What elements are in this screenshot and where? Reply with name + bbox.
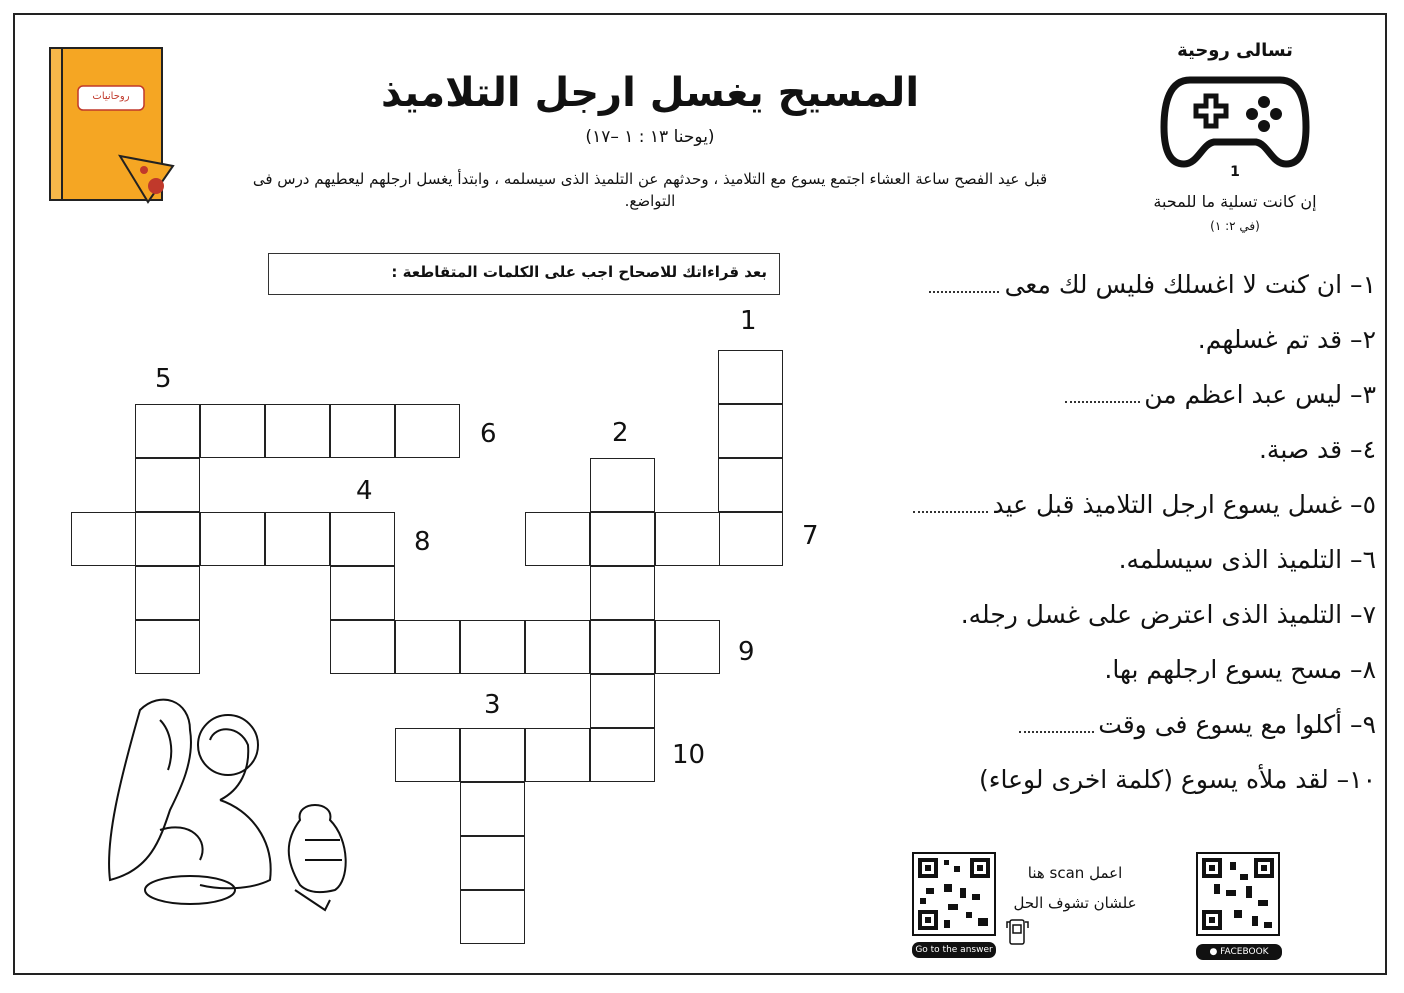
level-number: 1	[1230, 164, 1240, 180]
clue-7: ٧– التلميذ الذى اعترض على غسل رجله.	[960, 600, 1376, 629]
phone-scan-icon	[1006, 918, 1032, 950]
clue-number-2: 2	[612, 418, 629, 448]
clue-number-3: 3	[484, 690, 501, 720]
crossword-cell[interactable]	[200, 512, 265, 566]
answer-blank[interactable]	[913, 505, 988, 513]
clue-number-7: 7	[802, 521, 819, 551]
clue-8: ٨– مسح يسوع ارجلهم بها.	[1104, 655, 1376, 684]
instructions-box: بعد قراءاتك للاصحاح اجب على الكلمات المتقاطعة :	[268, 253, 780, 295]
crossword-cell[interactable]	[265, 404, 330, 458]
crossword-cell[interactable]	[460, 728, 525, 782]
answer-qr-code[interactable]	[912, 852, 996, 936]
crossword-cell[interactable]	[655, 512, 720, 566]
crossword-cell[interactable]	[135, 620, 200, 674]
crossword-cell[interactable]	[460, 836, 525, 890]
crossword-cell[interactable]	[135, 458, 200, 512]
page-title: المسيح يغسل ارجل التلاميذ	[380, 70, 920, 116]
book-label: روحانيات	[92, 91, 130, 102]
crossword-cell[interactable]	[135, 404, 200, 458]
clue-number-8: 8	[414, 527, 431, 557]
crossword-cell[interactable]	[200, 404, 265, 458]
crossword-cell[interactable]	[718, 512, 783, 566]
clue-1: ١– ان كنت لا اغسلك فليس لك معى	[836, 265, 1376, 320]
crossword-cell[interactable]	[395, 404, 460, 458]
clue-number-9: 9	[738, 637, 755, 667]
answer-blank[interactable]	[929, 285, 999, 293]
scan-instructions: اعمل scan هنا علشان تشوف الحل	[1013, 864, 1137, 912]
brand-verse: إن كانت تسلية ما للمحبة	[1153, 192, 1317, 211]
crossword-cell[interactable]	[395, 620, 460, 674]
crossword-cell[interactable]	[525, 728, 590, 782]
clue-number-6: 6	[480, 419, 497, 449]
answer-label[interactable]: Go to the answer	[912, 942, 996, 958]
crossword-cell[interactable]	[590, 674, 655, 728]
crossword-cell[interactable]	[718, 404, 783, 458]
clue-number-5: 5	[155, 364, 172, 394]
clue-9: ٩– أكلوا مع يسوع فى وقت	[836, 705, 1376, 760]
crossword-cell[interactable]	[718, 458, 783, 512]
crossword-cell[interactable]	[590, 512, 655, 566]
crossword-cell[interactable]	[460, 782, 525, 836]
crossword-cell[interactable]	[525, 620, 590, 674]
clue-number-1: 1	[740, 306, 757, 336]
clue-5: ٥– غسل يسوع ارجل التلاميذ قبل عيد	[836, 485, 1376, 540]
answer-blank[interactable]	[1019, 725, 1094, 733]
foot-washing-illustration	[100, 690, 380, 924]
crossword-cell[interactable]	[590, 728, 655, 782]
crossword-cell[interactable]	[718, 350, 783, 404]
clue-4: ٤– قد صبة.	[1258, 435, 1376, 464]
crossword-cell[interactable]	[330, 566, 395, 620]
crossword-cell[interactable]	[590, 566, 655, 620]
crossword-cell[interactable]	[590, 620, 655, 674]
answer-blank[interactable]	[1065, 395, 1140, 403]
crossword-cell[interactable]	[590, 458, 655, 512]
facebook-icon: ●	[1209, 947, 1221, 957]
crossword-cell[interactable]	[395, 728, 460, 782]
crossword-cell[interactable]	[135, 512, 200, 566]
crossword-cell[interactable]	[265, 512, 330, 566]
book-logo-icon	[48, 46, 198, 210]
crossword-cell[interactable]	[460, 620, 525, 674]
scripture-reference: (يوحنا ١٣ : ١ –١٧)	[585, 127, 715, 147]
clue-6: ٦– التلميذ الذى سيسلمه.	[1118, 545, 1376, 574]
clue-2: ٢– قد تم غسلهم.	[1197, 325, 1376, 354]
facebook-qr-code[interactable]	[1196, 852, 1280, 936]
clue-number-4: 4	[356, 476, 373, 506]
crossword-cell[interactable]	[330, 512, 395, 566]
brand-name: تسالى روحية	[1177, 40, 1293, 61]
crossword-cell[interactable]	[525, 512, 590, 566]
intro-text: قبل عيد الفصح ساعة العشاء اجتمع يسوع مع التلاميذ ، وحدثهم عن التلميذ الذى سيسلمه ، وابتدأ يغسل ارجلهم ليعطيهم درس فى التواضع.	[252, 170, 1048, 210]
gamepad-icon	[1160, 72, 1310, 172]
clues-list	[836, 265, 1376, 815]
crossword-cell[interactable]	[135, 566, 200, 620]
crossword-cell[interactable]	[655, 620, 720, 674]
clue-number-10: 10	[672, 740, 706, 770]
crossword-cell[interactable]	[71, 512, 136, 566]
clue-10: ١٠– لقد ملأه يسوع (كلمة اخرى لوعاء)	[978, 765, 1376, 794]
brand-verse-reference: (في ٢: ١)	[1210, 219, 1260, 233]
crossword-cell[interactable]	[330, 620, 395, 674]
crossword-cell[interactable]	[460, 890, 525, 944]
crossword-cell[interactable]	[330, 404, 395, 458]
facebook-label[interactable]: ● FACEBOOK	[1196, 944, 1282, 960]
clue-3: ٣– ليس عبد اعظم من	[836, 375, 1376, 430]
